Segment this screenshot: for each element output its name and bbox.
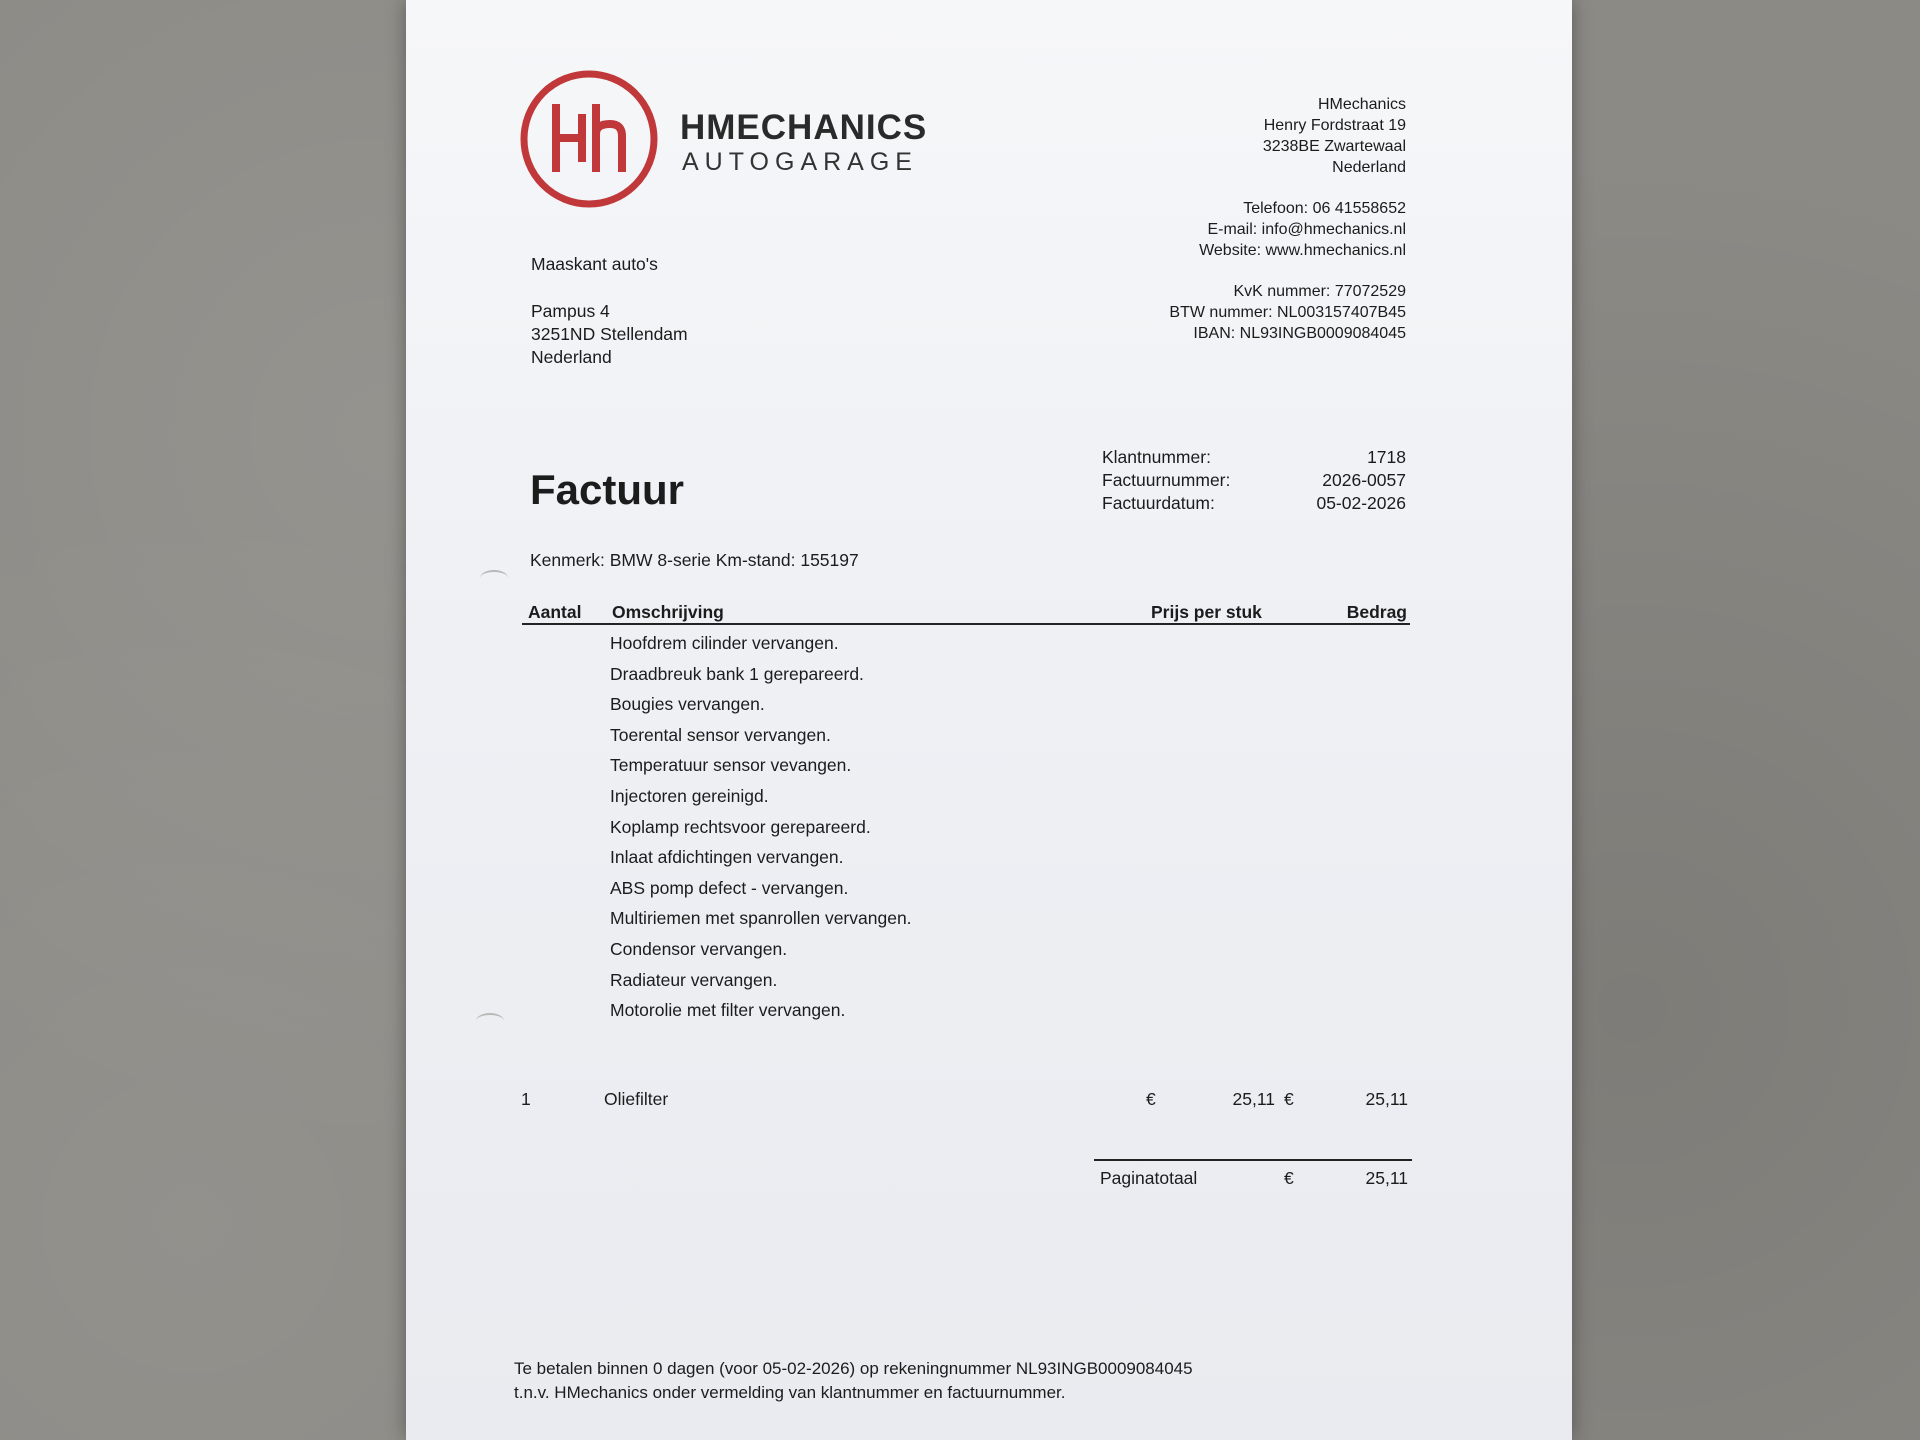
description-line: Koplamp rechtsvoor gerepareerd.	[610, 816, 871, 837]
brand-name: HMECHANICS	[680, 108, 928, 147]
description-line: Radiateur vervangen.	[610, 969, 778, 990]
item-unit-price: 25,11	[1232, 1089, 1275, 1109]
subtotal-currency: €	[1284, 1168, 1294, 1188]
meta-value: 2026-0057	[1322, 470, 1406, 490]
brand-subtitle: AUTOGARAGE	[682, 148, 918, 176]
header-description: Omschrijving	[612, 602, 724, 622]
subtotal-label: Paginatotaal	[1100, 1168, 1198, 1188]
company-info	[986, 94, 1406, 344]
invoice-title: Factuur	[530, 466, 685, 513]
description-line: Injectoren gereinigd.	[610, 785, 769, 806]
punch-hole-mark	[480, 570, 508, 586]
meta-row-customer-number	[1102, 446, 1406, 469]
description-line: Toerental sensor vervangen.	[610, 724, 831, 745]
payment-terms-line: t.n.v. HMechanics onder vermelding van klantnummer en factuurnummer.	[514, 1383, 1066, 1402]
company-iban: IBAN: NL93INGB0009084045	[1193, 325, 1406, 342]
description-line: Hoofdrem cilinder vervangen.	[610, 633, 839, 653]
company-name: HMechanics	[1317, 96, 1406, 113]
header-unit-price: Prijs per stuk	[1151, 602, 1262, 622]
customer-name: Maaskant auto's	[531, 254, 658, 274]
customer-address	[531, 253, 688, 369]
description-line: Bougies vervangen.	[610, 694, 765, 715]
customer-country: Nederland	[531, 347, 612, 367]
invoice-paper	[406, 0, 1572, 1440]
header-amount: Bedrag	[1346, 602, 1407, 622]
meta-label: Factuurdatum:	[1102, 493, 1215, 513]
description-line: Motorolie met filter vervangen.	[610, 1000, 846, 1021]
meta-row-invoice-date	[1102, 492, 1406, 515]
meta-value: 05-02-2026	[1316, 493, 1406, 513]
invoice-meta	[1102, 446, 1406, 515]
punch-hole-mark	[476, 1013, 504, 1029]
payment-terms	[514, 1357, 1193, 1405]
meta-label: Factuurnummer:	[1102, 470, 1231, 490]
description-line: Temperatuur sensor vevangen.	[610, 755, 852, 776]
company-street: Henry Fordstraat 19	[1263, 117, 1406, 134]
description-line: Multiriemen met spanrollen vervangen.	[610, 908, 912, 929]
description-lines	[610, 628, 912, 1026]
subtotal-amount: 25,11	[1365, 1168, 1408, 1188]
item-qty: 1	[521, 1089, 531, 1109]
company-kvk: KvK nummer: 77072529	[1233, 283, 1406, 300]
company-country: Nederland	[1332, 159, 1406, 176]
item-amount: 25,11	[1365, 1089, 1408, 1109]
description-line: ABS pomp defect - vervangen.	[610, 877, 849, 898]
company-website: Website: www.hmechanics.nl	[1199, 242, 1406, 259]
company-postal-city: 3238BE Zwartewaal	[1262, 138, 1406, 155]
customer-postal-city: 3251ND Stellendam	[531, 324, 688, 344]
meta-label: Klantnummer:	[1102, 447, 1211, 467]
item-unit-currency: €	[1146, 1089, 1156, 1109]
item-amount-currency: €	[1284, 1089, 1294, 1109]
description-line: Condensor vervangen.	[610, 938, 788, 959]
customer-street: Pampus 4	[531, 301, 610, 321]
item-description: Oliefilter	[604, 1089, 669, 1109]
description-line: Inlaat afdichtingen vervangen.	[610, 847, 844, 868]
table-header-rule	[522, 623, 1410, 625]
payment-terms-line: Te betalen binnen 0 dagen (voor 05-02-2026) op rekeningnummer NL93INGB0009084045	[514, 1359, 1193, 1378]
meta-value: 1718	[1367, 447, 1406, 467]
hmechanics-logo-icon	[518, 68, 660, 210]
description-line: Draadbreuk bank 1 gerepareerd.	[610, 663, 864, 684]
invoice-reference: Kenmerk: BMW 8-serie Km-stand: 155197	[530, 550, 859, 570]
company-phone: Telefoon: 06 41558652	[1243, 200, 1406, 217]
company-email: E-mail: info@hmechanics.nl	[1207, 221, 1406, 238]
subtotal-rule	[1094, 1159, 1412, 1161]
header-qty: Aantal	[528, 602, 582, 622]
meta-row-invoice-number	[1102, 469, 1406, 492]
company-btw: BTW nummer: NL003157407B45	[1169, 304, 1406, 321]
